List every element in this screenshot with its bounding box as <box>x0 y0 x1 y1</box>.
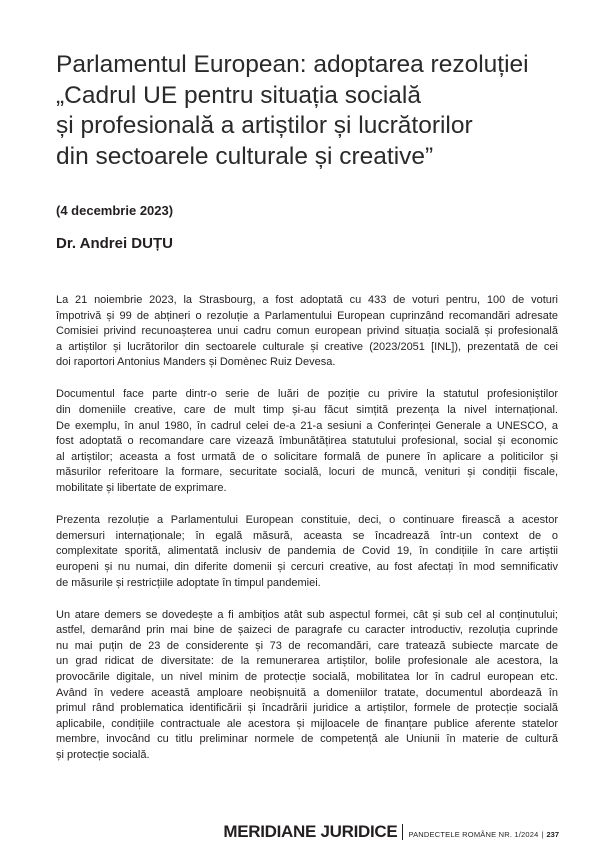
text-line: mobilitate și libertate de exprimare. <box>56 482 227 495</box>
text-line: astfel, demarând prin mai bine de șaizeci de paragrafe cu caracter introductiv, rezoluția cuprinde <box>56 624 558 637</box>
paragraph <box>56 608 558 764</box>
text-line: din domeniile creative, care de mult timp și-au făcut simțită prezența la nivel internațional. <box>56 404 558 417</box>
text-line: De exemplu, în anul 1980, în cadrul celei de-a 21-a sesiuni a Conferinței Generale a UNESCO, a <box>56 419 558 432</box>
text-line: membre, invocând cu titlu preliminar normele de competență ale Uniunii în materie de cultură <box>56 733 558 746</box>
text-line: de măsurile și restricțiile adoptate în timpul pandemiei. <box>56 576 321 589</box>
text-line: aplicabile, condițiile contractuale ale acestora și mijloacele de finanțare publice aferente statelor <box>56 717 558 730</box>
text-line: Comisiei privind recunoașterea unui cadru comun european privind situația socială și profesională <box>56 325 558 338</box>
page-number: 237 <box>546 830 559 839</box>
text-line: europeni și nu numai, din diferite domenii și cercuri creative, au fost afectați în mod semnificativ <box>56 560 558 573</box>
page-footer <box>223 822 559 842</box>
issue-label: PANDECTELE ROMÂNE NR. 1/2024 <box>408 830 539 839</box>
paragraph <box>56 293 558 371</box>
article-author: Dr. Andrei DUȚU <box>56 235 173 252</box>
text-line: complexitate sporită, alimentată inclusiv de pandemia de Covid 19, în condițiile în care artiștii <box>56 545 558 558</box>
article-body <box>56 293 558 780</box>
article-title <box>56 50 556 172</box>
title-line: „Cadrul UE pentru situația socială <box>56 81 421 109</box>
text-line: și protecție socială. <box>56 748 150 761</box>
text-line: Prezenta rezoluție a Parlamentului European constituie, deci, o continuare firească a acestor <box>56 514 558 527</box>
text-line: Având în vedere această amploare neobișnuită a domeniilor tratate, documentul abordează în <box>56 686 558 699</box>
text-line: doi raportori Antonius Manders și Domènec Ruiz Devesa. <box>56 356 336 369</box>
text-line: primul rând problematica identificării și încadrării juridice a artiștilor, formele de protecție socială <box>56 702 558 715</box>
text-line: La 21 noiembrie 2023, la Strasbourg, a fost adoptată cu 433 de voturi pentru, 100 de voturi <box>56 294 558 306</box>
text-line: demersuri internaționale; în egală măsură, aceasta se încadrează într-un context de o <box>56 529 558 542</box>
title-line: și profesională a artiștilor și lucrătorilor <box>56 112 473 139</box>
paragraph <box>56 387 558 496</box>
article-date: (4 decembrie 2023) <box>56 203 174 218</box>
text-line: împotrivă și 99 de abțineri o rezoluție a Parlamentului European cuprinzând recomandări adresate <box>56 309 558 322</box>
text-line: măsurilor referitoare la formare, securitate socială, locuri de muncă, venituri și condiții fiscale, <box>56 466 558 479</box>
title-line: din sectoarele culturale și creative” <box>56 142 434 170</box>
text-line: Un atare demers se dovedește a fi ambițios atât sub aspectul formei, cât și sub cel al conținutului; <box>56 608 558 621</box>
title-line: Parlamentul European: adoptarea rezoluției <box>56 51 529 78</box>
journal-name: MERIDIANE JURIDICE <box>223 822 398 841</box>
footer-divider <box>402 824 403 840</box>
text-line: a artiștilor și lucrătorilor din sectoarele culturale și creative (2023/2051 [INL]), prezentată de cei <box>56 340 558 353</box>
text-line: Documentul face parte dintr-o serie de luări de poziție cu privire la statutul profesioniștilor <box>56 388 558 401</box>
footer-separator: | <box>541 830 544 839</box>
paragraph <box>56 513 558 591</box>
text-line: fost adoptată o recomandare care vizează îmbunătățirea statutului profesional, social și economic <box>56 435 558 448</box>
text-line: un grad ridicat de diversitate: de la remunerarea artiștilor, bolile profesionale ale acestora, la <box>56 655 558 668</box>
text-line: nu mai puțin de 23 de considerente și 73 de recomandări, care tratează subiecte marcate de <box>56 639 558 652</box>
text-line: al artiștilor; aceasta a fost urmată de o solicitare formală de punere în aplicare a politicilor și <box>56 450 558 463</box>
text-line: provocările digitale, un nivel minim de protecție socială, mobilitatea lor în cadrul european etc. <box>56 670 558 683</box>
